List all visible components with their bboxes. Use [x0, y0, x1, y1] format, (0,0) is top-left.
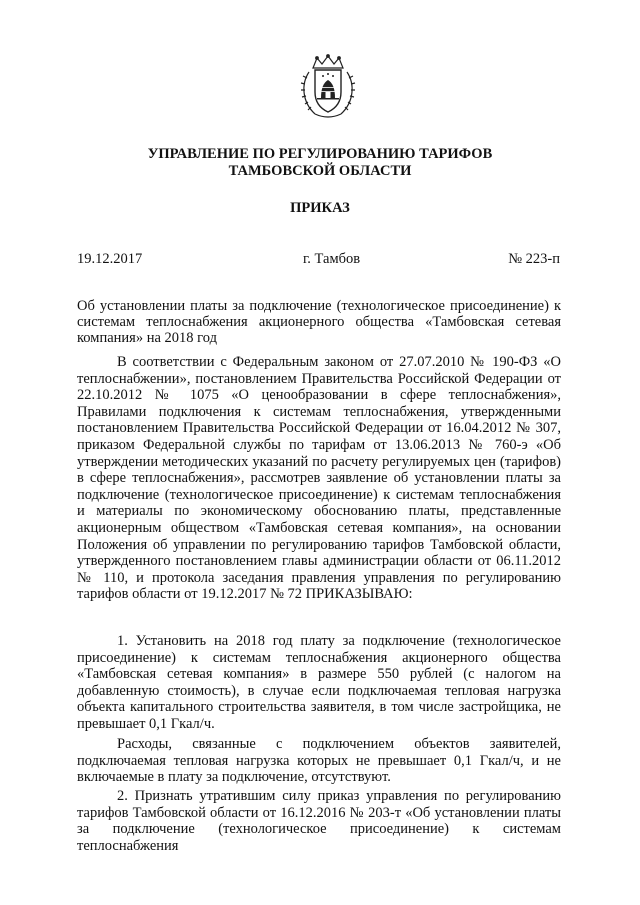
document-number: № 223-п: [508, 251, 560, 267]
document-date: 19.12.2017: [77, 251, 143, 267]
clause-1-paragraph: 1. Установить на 2018 год плату за подключение (технологическое присоединение) к системам теплоснабжения акционерного общества «Тамбовская сетевая компания» в размере 550 рублей (с налогом на добавленную стоимость), в случае если подключаемая тепловая нагрузка объекта капитального строительства заявителя, в том числе застройщика, не превышает 0,1 Гкал/ч.: [77, 633, 561, 732]
document-subject: Об установлении платы за подключение (технологическое присоединение) к системам теплоснабжения акционерного общества «Тамбовская сетевая компания» на 2018 год: [77, 298, 561, 346]
organization-name-line1: УПРАВЛЕНИЕ ПО РЕГУЛИРОВАНИЮ ТАРИФОВ: [147, 146, 493, 162]
document-city: г. Тамбов: [303, 251, 361, 267]
document-type: ПРИКАЗ: [290, 200, 350, 216]
organization-name: [0, 146, 640, 180]
clause-2-paragraph: 2. Признать утратившим силу приказ управления по регулированию тарифов Тамбовской области от 16.12.2016 № 203-т «Об установлении платы за подключение (технологическое присоединение) к системам теплоснабжения: [77, 788, 561, 854]
expenses-paragraph: Расходы, связанные с подключением объектов заявителей, подключаемая тепловая нагрузка которых не превышает 0,1 Гкал/ч, и не включаемые в плату за подключение, отсутствуют.: [77, 736, 561, 786]
coat-of-arms-icon: [299, 54, 357, 120]
document-meta: [77, 251, 560, 268]
organization-name-line2: ТАМБОВСКОЙ ОБЛАСТИ: [228, 163, 412, 179]
preamble-paragraph: В соответствии с Федеральным законом от 27.07.2010 № 190-ФЗ «О теплоснабжении», постановлением Правительства Российской Федерации от 22.10.2012 № 1075 «О ценообразовании в сфере теплоснабжения», Правилами подключения к системам теплоснабжения, утвержденными постановлением Правительства Российской Федерации от 16.04.2012 № 307, приказом Федеральной службы по тарифам от 13.06.2013 № 760-э «Об утверждении методических указаний по расчету регулируемых цен (тарифов) в сфере теплоснабжения», рассмотрев заявление об установлении платы за подключение (технологическое присоединение) к системам теплоснабжения и материалы по экономическому обоснованию платы, представленные акционерным обществом «Тамбовская сетевая компания», на основании Положения об управлении по регулированию тарифов Тамбовской области, утвержденного постановлением главы администрации области от 06.11.2012 № 110, и протокола заседания правления управления по регулированию тарифов области от 19.12.2017 № 72 ПРИКАЗЫВАЮ:: [77, 354, 561, 603]
